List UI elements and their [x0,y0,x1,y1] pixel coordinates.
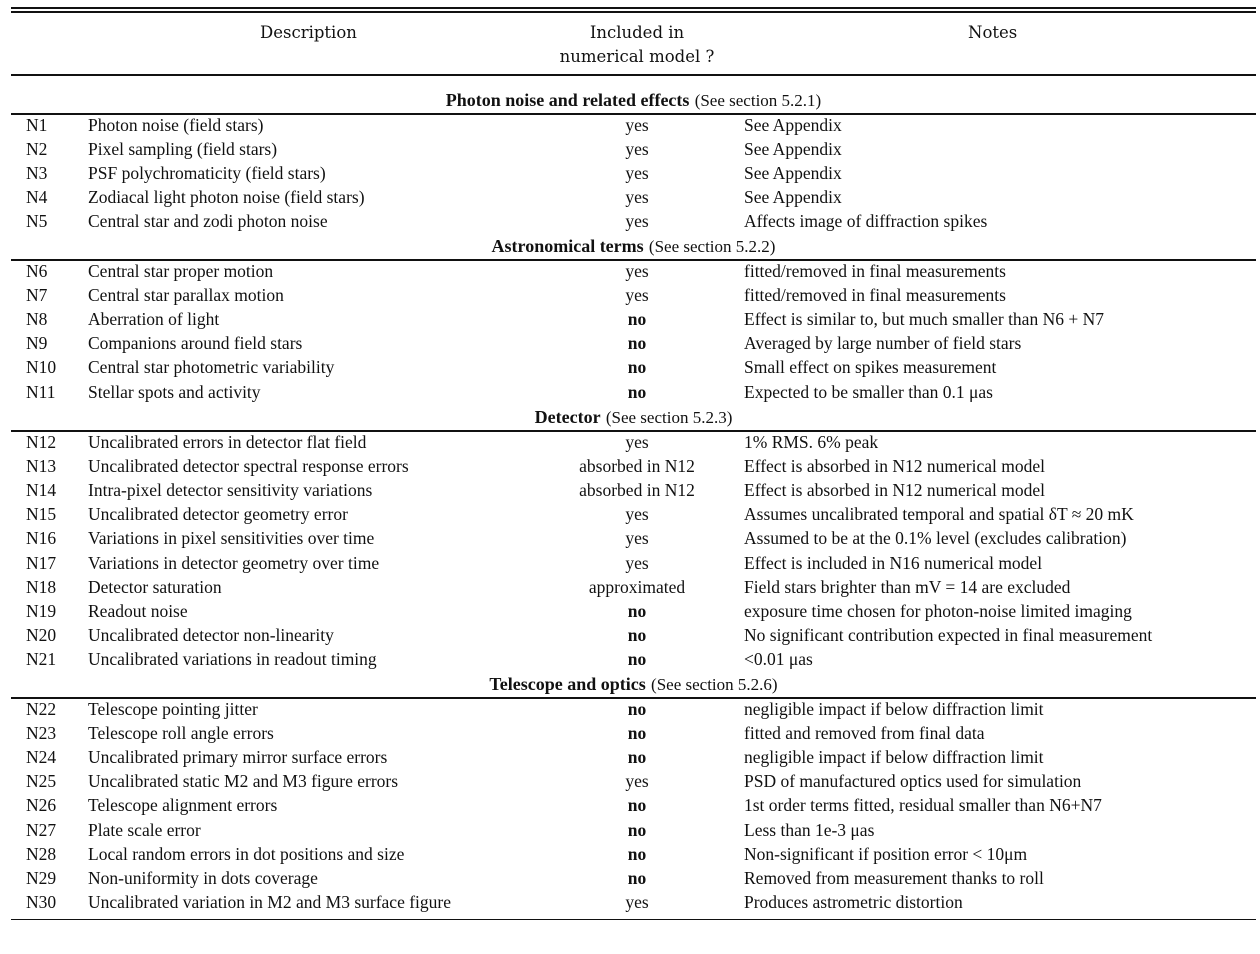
section-name: Photon noise and related effects [445,90,690,110]
row-included: yes [625,115,649,135]
section-header [11,234,1256,259]
table-row [11,113,1256,137]
table-row [11,283,1256,307]
row-id: N19 [26,600,57,621]
row-description: Uncalibrated detector geometry error [88,504,348,525]
row-description: Telescope roll angle errors [88,723,274,744]
header-included-line1: Included in [589,23,685,42]
row-notes: 1% RMS. 6% peak [744,432,879,452]
row-description: Intra-pixel detector sensitivity variations [88,480,373,501]
row-included: yes [625,261,649,281]
table-row [11,259,1256,283]
section-reference: (See section 5.2.2) [648,237,776,256]
table-row [11,745,1256,769]
row-notes: See Appendix [744,187,842,208]
row-included: no [627,600,647,621]
row-id: N1 [26,115,48,135]
row-id: N22 [26,699,57,719]
row-notes: No significant contribution expected in final measurement [744,624,1153,645]
row-notes: See Appendix [744,115,842,135]
top-rule [11,7,1256,9]
row-included: approximated [588,576,686,597]
table-row [11,137,1256,161]
table-row [11,380,1256,404]
row-id: N21 [26,648,57,669]
row-included: no [627,867,647,888]
row-description: Variations in detector geometry over time [88,552,380,573]
row-notes: Less than 1e-3 μas [744,819,875,840]
row-description: Stellar spots and activity [88,381,261,402]
row-notes: See Appendix [744,163,842,184]
section-header [11,672,1256,697]
row-description: Central star photometric variability [88,357,335,378]
row-description: Aberration of light [88,309,220,330]
row-description: Uncalibrated detector spectral response errors [88,456,409,477]
row-id: N4 [26,187,48,208]
table-row [11,161,1256,185]
row-description: Non-uniformity in dots coverage [88,867,318,888]
row-included: yes [625,504,649,525]
row-included: yes [625,528,649,549]
row-id: N10 [26,357,57,378]
table-row [11,185,1256,209]
table-row [11,502,1256,526]
header-included-line2: numerical model ? [559,47,715,66]
table-row [11,331,1256,355]
table-row [11,697,1256,721]
row-description: Uncalibrated static M2 and M3 figure errors [88,771,399,792]
row-description: Detector saturation [88,576,222,597]
row-included: yes [625,552,649,573]
row-id: N7 [26,285,48,306]
table-row [11,599,1256,623]
row-description: Uncalibrated variations in readout timing [88,648,377,669]
row-id: N16 [26,528,57,549]
row-notes: Effect is included in N16 numerical model [744,552,1043,573]
row-id: N11 [26,381,56,402]
table-row [11,478,1256,502]
row-notes: negligible impact if below diffraction limit [744,699,1044,719]
row-description: Readout noise [88,600,188,621]
row-description: Uncalibrated primary mirror surface errors [88,747,388,768]
row-id: N20 [26,624,57,645]
table-row [11,721,1256,745]
row-id: N18 [26,576,57,597]
row-id: N5 [26,211,48,232]
table-row [11,793,1256,817]
row-notes: Field stars brighter than mV = 14 are excluded [744,576,1071,597]
row-notes: Averaged by large number of field stars [744,333,1022,354]
row-included: yes [625,187,649,208]
row-notes: Assumed to be at the 0.1% level (excludes calibration) [744,528,1127,549]
row-description: Photon noise (field stars) [88,115,264,135]
section-header [11,405,1256,430]
row-description: Variations in pixel sensitivities over time [88,528,375,549]
table-row [11,355,1256,379]
row-id: N17 [26,552,57,573]
table-row [11,575,1256,599]
table-row [11,454,1256,478]
row-included: no [627,309,647,330]
row-id: N25 [26,771,57,792]
row-description: Companions around field stars [88,333,303,354]
row-notes: See Appendix [744,139,842,160]
header-description: Description [260,23,357,42]
row-included: yes [625,163,649,184]
row-notes: Effect is similar to, but much smaller than N6 + N7 [744,309,1104,330]
row-notes: Effect is absorbed in N12 numerical model [744,480,1045,501]
row-included: no [627,723,647,744]
table-row [11,551,1256,575]
header-rule [11,74,1256,76]
row-id: N27 [26,819,57,840]
row-description: Central star parallax motion [88,285,284,306]
row-notes: Expected to be smaller than 0.1 μas [744,381,993,402]
row-included: no [627,333,647,354]
row-id: N26 [26,795,57,816]
table-row [11,307,1256,331]
row-id: N23 [26,723,57,744]
section-reference: (See section 5.2.3) [605,408,733,427]
section-reference: (See section 5.2.6) [651,675,778,694]
row-description: Uncalibrated errors in detector flat field [88,432,367,452]
row-notes: Affects image of diffraction spikes [744,211,988,232]
row-description: PSF polychromaticity (field stars) [88,163,326,184]
row-included: no [627,381,647,402]
row-included: no [627,819,647,840]
row-included: no [627,648,647,669]
row-included: absorbed in N12 [579,456,695,477]
table-row [11,209,1256,233]
row-id: N6 [26,261,48,281]
top-rule-double [11,11,1256,13]
bottom-rule [11,919,1256,921]
row-included: no [627,747,647,768]
row-description: Telescope alignment errors [88,795,278,816]
row-notes: 1st order terms fitted, residual smaller than N6+N7 [744,795,1102,816]
row-id: N14 [26,480,57,501]
row-notes: negligible impact if below diffraction limit [744,747,1044,768]
row-notes: fitted and removed from final data [744,723,985,744]
header-notes: Notes [968,23,1018,42]
row-included: yes [625,891,649,912]
row-id: N9 [26,333,48,354]
row-id: N28 [26,843,57,864]
row-included: no [627,624,647,645]
row-id: N30 [26,891,57,912]
row-notes: Small effect on spikes measurement [744,357,997,378]
row-id: N8 [26,309,48,330]
row-notes: fitted/removed in final measurements [744,285,1006,306]
row-included: yes [625,432,649,452]
row-notes: Effect is absorbed in N12 numerical model [744,456,1045,477]
row-included: yes [625,139,649,160]
row-notes: Non-significant if position error < 10μm [744,843,1028,864]
row-included: no [627,699,647,719]
row-id: N3 [26,163,48,184]
section-header [11,88,1256,113]
table-row [11,647,1256,671]
row-description: Telescope pointing jitter [88,699,258,719]
table-row [11,623,1256,647]
section-name: Detector [534,407,601,427]
row-notes: Removed from measurement thanks to roll [744,867,1044,888]
row-description: Plate scale error [88,819,201,840]
row-notes: exposure time chosen for photon-noise limited imaging [744,600,1132,621]
row-included: absorbed in N12 [579,480,695,501]
row-notes: fitted/removed in final measurements [744,261,1006,281]
row-description: Uncalibrated detector non-linearity [88,624,334,645]
row-description: Uncalibrated variation in M2 and M3 surface figure [88,891,451,912]
row-notes: Produces astrometric distortion [744,891,963,912]
row-notes: PSD of manufactured optics used for simulation [744,771,1082,792]
row-id: N24 [26,747,57,768]
table-row [11,769,1256,793]
table-row [11,890,1256,914]
row-description: Pixel sampling (field stars) [88,139,278,160]
row-id: N15 [26,504,57,525]
table-row [11,818,1256,842]
section-reference: (See section 5.2.1) [694,91,822,110]
row-included: yes [625,771,649,792]
row-included: no [627,795,647,816]
section-name: Telescope and optics [489,674,646,694]
row-id: N2 [26,139,48,160]
row-included: yes [625,285,649,306]
row-description: Local random errors in dot positions and size [88,843,405,864]
table-row [11,866,1256,890]
row-description: Zodiacal light photon noise (field stars) [88,187,365,208]
section-name: Astronomical terms [491,236,644,256]
row-notes: Assumes uncalibrated temporal and spatial δT ≈ 20 mK [744,504,1134,525]
row-included: no [627,843,647,864]
row-id: N13 [26,456,57,477]
row-notes: <0.01 μas [744,648,813,669]
row-included: no [627,357,647,378]
row-included: yes [625,211,649,232]
table-row [11,526,1256,550]
row-description: Central star proper motion [88,261,274,281]
row-id: N29 [26,867,57,888]
table-row [11,842,1256,866]
table-row [11,430,1256,454]
row-id: N12 [26,432,57,452]
row-description: Central star and zodi photon noise [88,211,328,232]
